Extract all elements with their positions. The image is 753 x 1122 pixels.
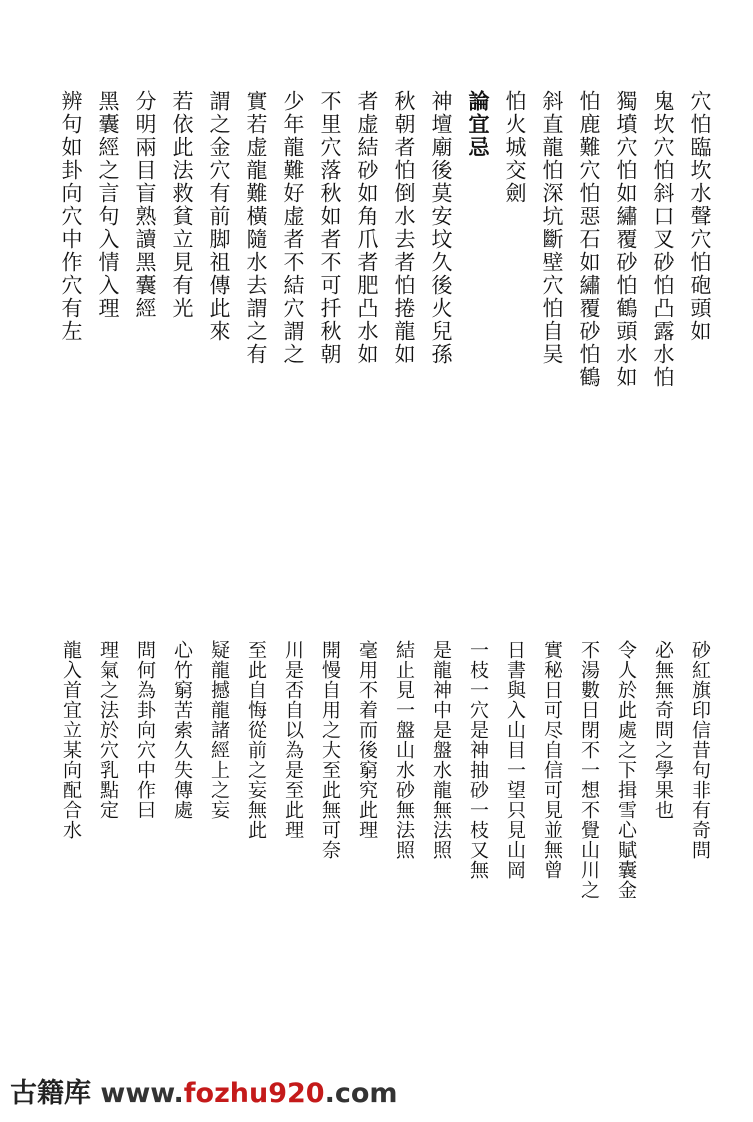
text-column: 不里穴落秋如者不可扦秋朝	[318, 90, 342, 366]
text-column: 實若虚龍難橫隨水去謂之有	[244, 90, 268, 366]
text-column: 一枝一穴是神抽砂一枝又無	[467, 640, 489, 880]
text-column: 穴怕臨坎水聲穴怕砲頭如	[688, 90, 712, 343]
text-column: 砂紅旗印信昔句非有奇問	[689, 640, 711, 860]
text-column: 疑龍撼龍諸經上之妄	[208, 640, 230, 820]
text-column: 龍入首宜立某向配合水	[60, 640, 82, 840]
text-column: 結止見一盤山水砂無法照	[393, 640, 415, 860]
text-column: 斜直龍怕深坑斷壁穴怕自吴	[540, 90, 564, 366]
url-prefix: www.	[100, 1078, 184, 1109]
text-column: 日書與入山目一望只見山岡	[504, 640, 526, 880]
upper-text-block	[30, 90, 720, 560]
text-column: 毫用不着而後窮究此理	[356, 640, 378, 840]
text-column: 分明兩目盲熟讀黑囊經	[133, 90, 157, 320]
text-column: 怕火城交劍	[503, 90, 527, 205]
watermark-footer	[10, 1071, 398, 1110]
site-name: 古籍库	[10, 1078, 91, 1109]
text-column: 辨句如卦向穴中作穴有左	[59, 90, 83, 343]
text-column: 神壇廟後莫安坟久後火兒孫	[429, 90, 453, 366]
text-column: 黑囊經之言句入情入理	[96, 90, 120, 320]
text-column: 令人於此處之下揖雪心賦囊金	[615, 640, 637, 900]
text-column: 怕鹿難穴怕惡石如繡覆砂怕鶴	[577, 90, 601, 389]
lower-text-block	[30, 640, 720, 1070]
url-brand: fozhu920	[183, 1078, 325, 1109]
text-column: 不湯數日閉不一想不覺山川之	[578, 640, 600, 900]
url-suffix: .com	[324, 1078, 398, 1109]
text-column: 問何為卦向穴中作曰	[134, 640, 156, 820]
text-column: 若依此法救貧立見有光	[170, 90, 194, 320]
text-column: 謂之金穴有前脚祖傳此來	[207, 90, 231, 343]
text-column: 川是否自以為是至此理	[282, 640, 304, 840]
text-column: 秋朝者怕倒水去者怕捲龍如	[392, 90, 416, 366]
text-column: 論宜忌	[466, 90, 491, 159]
text-column: 理氣之法於穴乳點定	[97, 640, 119, 820]
text-column: 少年龍難好虚者不結穴謂之	[281, 90, 305, 366]
text-column: 鬼坎穴怕斜口叉砂怕凸露水怕	[651, 90, 675, 389]
text-column: 開慢自用之大至此無可奈	[319, 640, 341, 860]
text-column: 獨墳穴怕如繡覆砂怕鶴頭水如	[614, 90, 638, 389]
text-column: 必無無奇問之學果也	[652, 640, 674, 820]
text-column: 者虚結砂如角爪者肥凸水如	[355, 90, 379, 366]
text-column: 至此自悔從前之妄無此	[245, 640, 267, 840]
text-column: 心竹窮苦索久失傳處	[171, 640, 193, 820]
text-column: 實秘日可尽自信可見並無曾	[541, 640, 563, 880]
text-column: 是龍神中是盤水龍無法照	[430, 640, 452, 860]
